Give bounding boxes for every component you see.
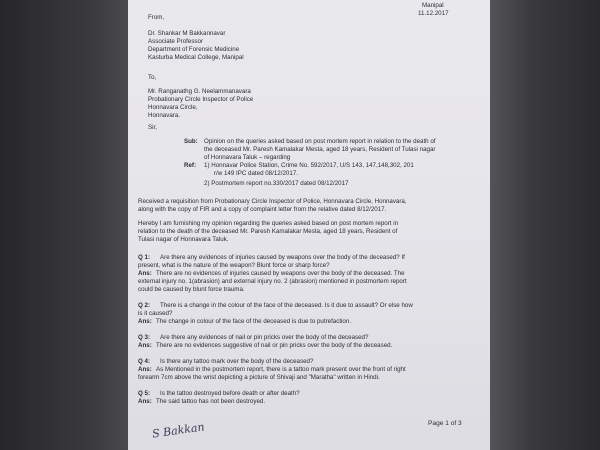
reference-line: 2) Postmortem report no.330/2017 dated 08/12/2017 <box>204 180 349 187</box>
letter-date: 11.12.2017 <box>418 10 449 17</box>
answer-text: As Mentioned in the postmortem report, there is a tattoo mark present over the front of right <box>156 366 406 373</box>
question-text: Is there any tattoo mark over the body of the deceased? <box>160 358 314 365</box>
to-label: To, <box>148 74 157 81</box>
answer-text: forearm 7cm above the wrist depicting a picture of Shivaji and "Maratha" written in Hindi. <box>138 374 380 381</box>
paragraph-line: Tulasi nagar of Honnavara Taluk. <box>138 236 229 243</box>
question-text: is it caused? <box>138 310 173 317</box>
page-number: Page 1 of 3 <box>428 420 462 427</box>
background-right <box>488 0 600 450</box>
paragraph-line: Hereby I am furnishing my opinion regarding the queries asked based on post mortem report in <box>138 220 399 227</box>
reference-line: 1) Honnavar Police Station, Crime No. 592/2017, U/S 143, 147,148,302, 201 <box>204 162 414 169</box>
from-label: From, <box>148 14 165 21</box>
question-text: Is the tattoo destroyed before death or after death? <box>160 390 300 397</box>
question-label: Q 1: <box>138 254 151 261</box>
from-department: Department of Forensic Medicine <box>148 46 240 53</box>
salutation: Sir, <box>148 124 157 131</box>
to-name: Mr. Ranganathg G. Neelammanavara <box>148 88 251 95</box>
letter-place: Manipal <box>422 2 444 9</box>
answer-text: There are no evidences suggestive of nail or pin pricks over the body of the deceased. <box>156 342 393 349</box>
paragraph-line: Received a requisition from Probationary Circle Inspector of Police, Honnavara Circle, Honnavara, <box>138 198 407 205</box>
signature: S Bakkan <box>151 420 206 441</box>
subject-line: Opinion on the queries asked based on post mortem report in relation to the death of <box>204 138 436 145</box>
letter-page <box>128 0 490 450</box>
reference-line: r/w 149 IPC dated 08/12/2017. <box>214 170 298 177</box>
from-designation: Associate Professor <box>148 38 204 45</box>
from-name: Dr. Shankar M Bakkannavar <box>148 30 226 37</box>
subject-label: Sub: <box>184 138 198 145</box>
question-text: present, what is the nature of the weapon? Blunt force or sharp force? <box>138 262 330 269</box>
answer-text: The said tattoo has not been destroyed. <box>156 398 266 405</box>
question-label: Q 5: <box>138 390 151 397</box>
answer-label: Ans: <box>138 366 152 373</box>
paragraph-line: along with the copy of FIR and a copy of complaint letter from the relative dated 8/12/2017. <box>138 206 387 213</box>
answer-text: There are no evidences of injuries caused by weapons over the body of the deceased. The <box>156 270 405 277</box>
to-designation: Probationary Circle Inspector of Police <box>148 96 254 103</box>
answer-text: could be caused by blunt force trauma. <box>138 286 245 293</box>
answer-label: Ans: <box>138 342 152 349</box>
answer-text: The change in colour of the face of the deceased is due to putrefaction. <box>156 318 352 325</box>
question-label: Q 4: <box>138 358 151 365</box>
to-office: Honnavara Circle, <box>148 104 198 111</box>
answer-label: Ans: <box>138 318 152 325</box>
question-label: Q 3: <box>138 334 151 341</box>
background-left <box>0 0 128 450</box>
subject-line: the deceased Mr. Paresh Kamalakar Mesta, aged 18 years, Resident of Tulasi nagar <box>204 146 436 153</box>
to-place: Honnavara. <box>148 112 180 119</box>
question-text: There is a change in the colour of the face of the deceased. Is it due to assault? Or else how <box>160 302 413 309</box>
answer-text: external injury no. 1(abrasion) and external injury no. 2 (abrasion) mentioned in postmortem report <box>138 278 407 285</box>
from-college: Kasturba Medical College, Manipal <box>148 54 244 61</box>
answer-label: Ans: <box>138 398 152 405</box>
question-text: Are there any evidences of nail or pin pricks over the body of the deceased? <box>160 334 369 341</box>
reference-label: Ref: <box>184 162 197 169</box>
answer-label: Ans: <box>138 270 152 277</box>
question-label: Q 2: <box>138 302 151 309</box>
subject-line: of Honnavara Taluk – regarding <box>204 154 291 161</box>
paragraph-line: relation to the death of the deceased Mr. Paresh Kamalakar Mesta, aged 18 years, Resident of <box>138 228 398 235</box>
question-text: Are there any evidences of injuries caused by weapons over the body of the deceased? If <box>160 254 405 261</box>
